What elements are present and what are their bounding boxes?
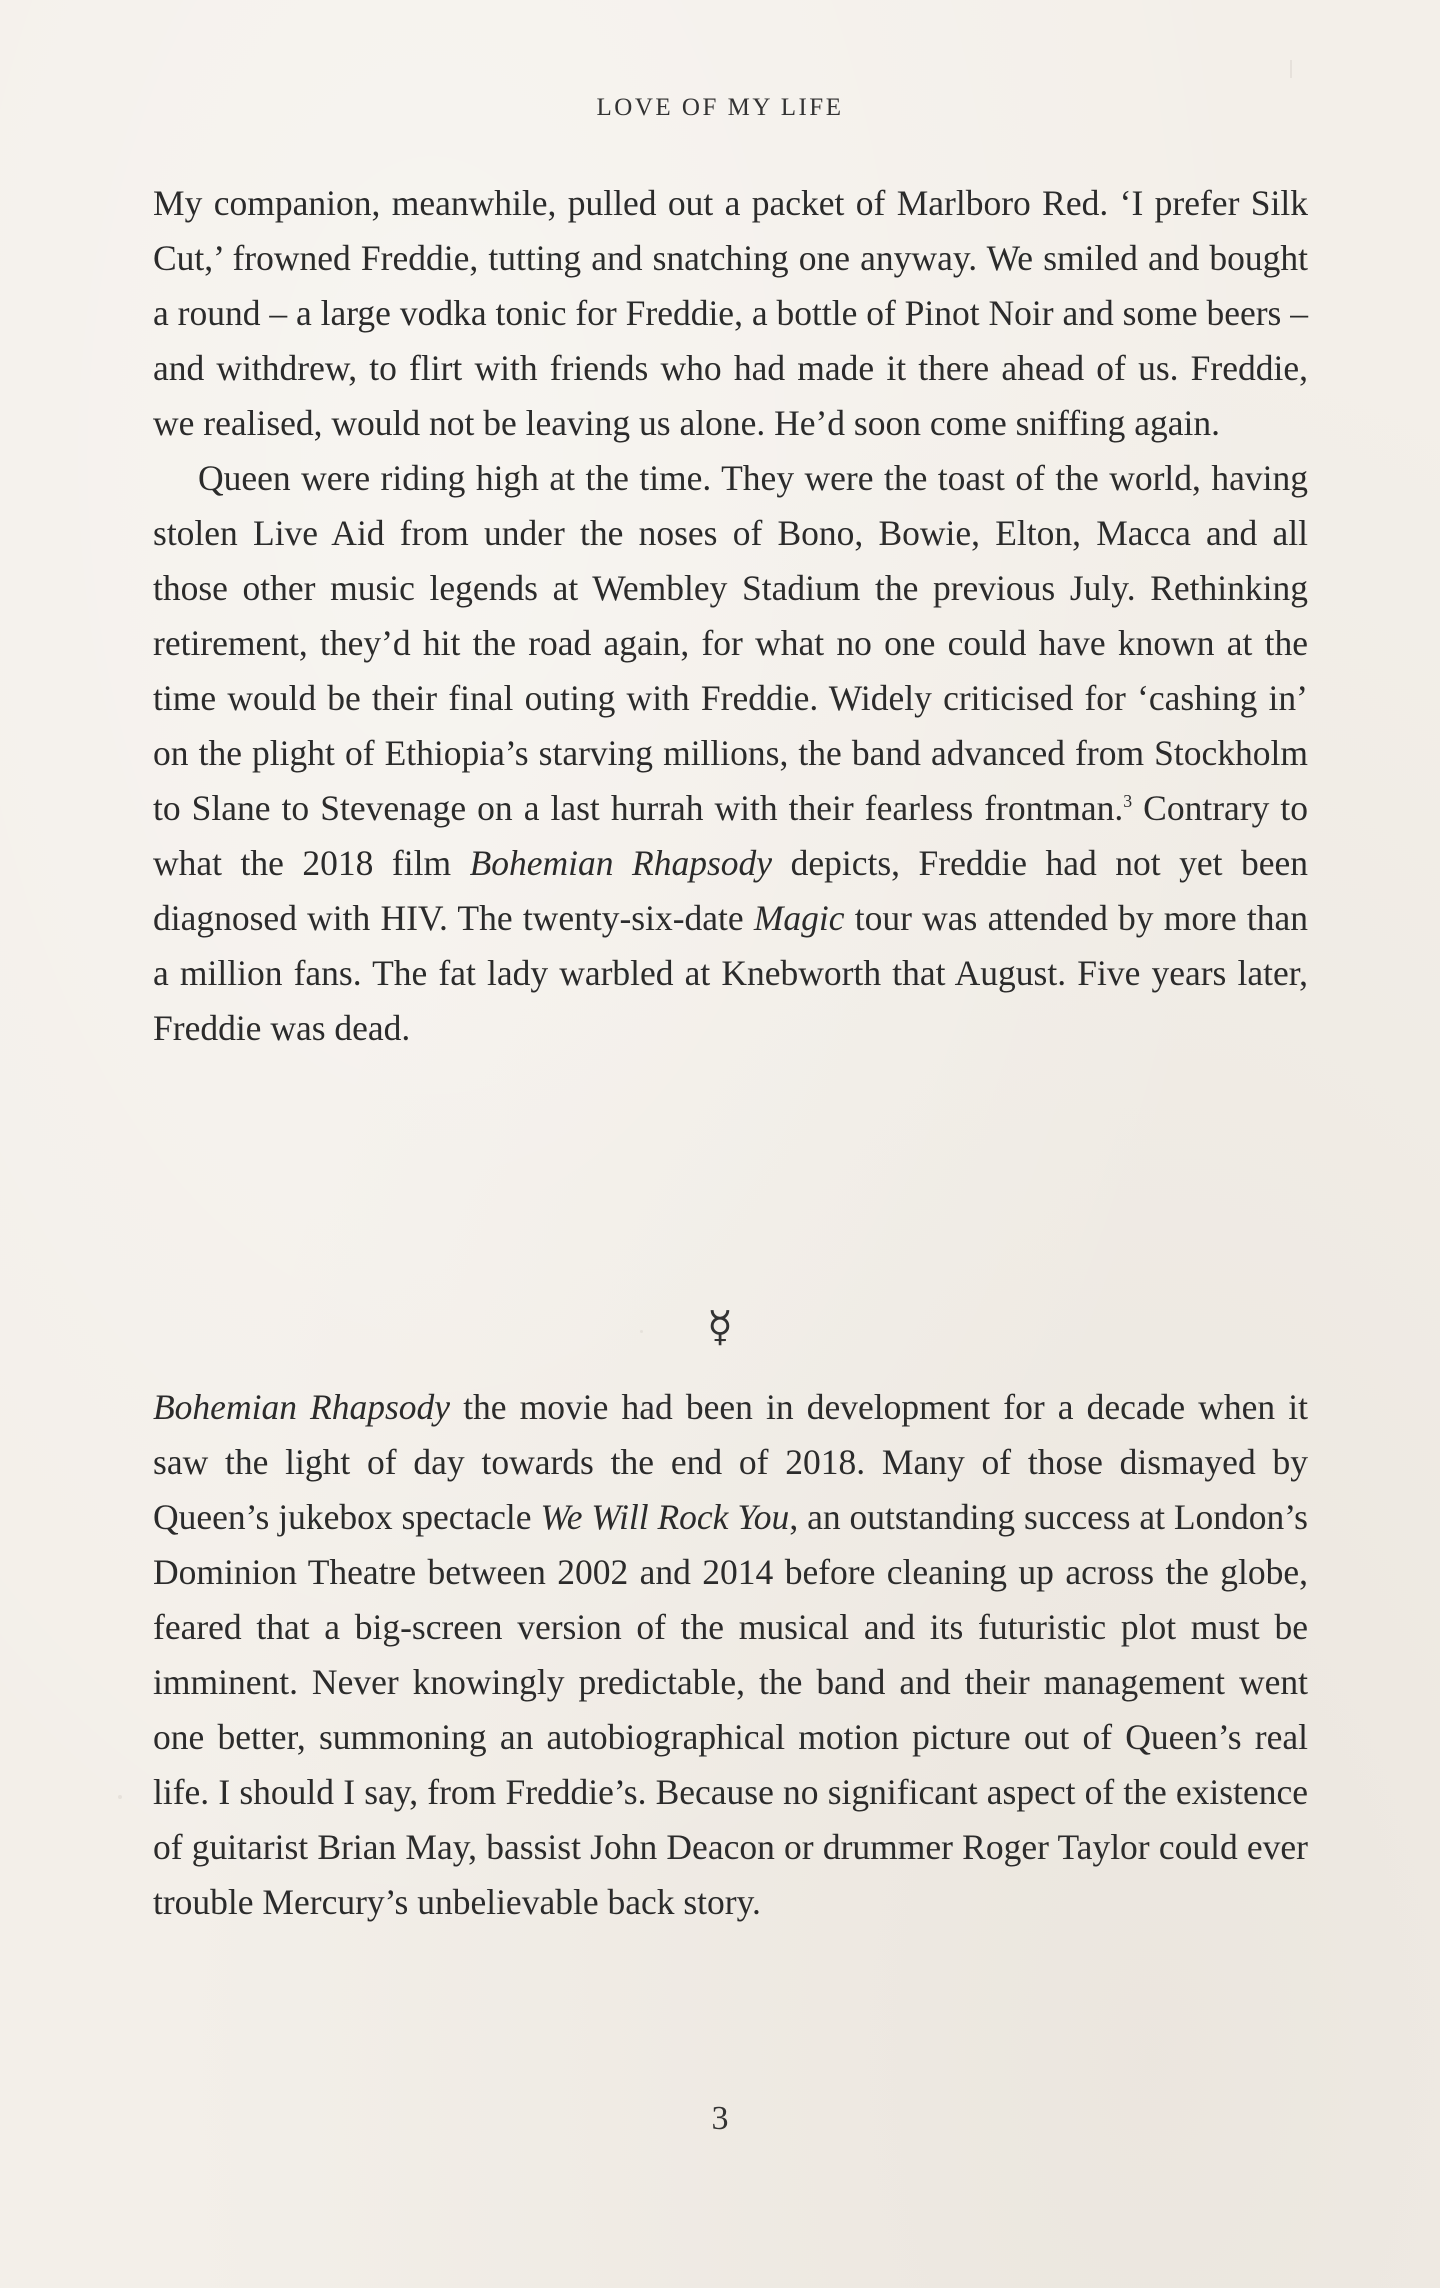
body-text-upper xyxy=(153,176,1308,1056)
paragraph-text: Queen were riding high at the time. They were the toast of the world, having stolen Live Aid from under the noses of Bono, Bowie, Elton, Macca and all those other music legends at Wembley Stadium the previous July. Rethinking retirement, they’d hit the road again, for what no one could have known at the time would be their final outing with Freddie. Widely criticised for ‘cashing in’ on the plight of Ethiopia’s starving millions, the band advanced from Stockholm to Slane to Stevenage on a last hurrah with their fearless frontman. xyxy=(153,458,1308,828)
paragraph-text: My companion, meanwhile, pulled out a packet of Marlboro Red. ‘I prefer Silk Cut,’ frowned Freddie, tutting and snatching one anyway. We smiled and bought a round – a large vodka tonic for Freddie, a bottle of Pinot Noir and some beers – and withdrew, to flirt with friends who had made it there ahead of us. Freddie, we realised, would not be leaving us alone. He’d soon come sniffing again. xyxy=(153,183,1308,443)
page-speck xyxy=(1290,60,1292,78)
paragraph-text: , an outstanding success at London’s Dominion Theatre between 2002 and 2014 before cleaning up across the globe, feared that a big-screen version of the musical and its futuristic plot must be imminent. Never knowingly predictable, the band and their management went one better, summoning an autobiographical motion picture out of Queen’s real life. I should I say, from Freddie’s. Because no significant aspect of the existence of guitarist Brian May, bassist John Deacon or drummer Roger Taylor could ever trouble Mercury’s unbelievable back story. xyxy=(153,1497,1308,1922)
paragraph-queen-tour xyxy=(153,451,1308,1056)
footnote-marker: 3 xyxy=(1123,791,1133,812)
body-text-lower xyxy=(153,1380,1308,1930)
paragraph-text: the movie had been in development for a decade when it saw the light of day towards the end of 2018. Many of those dismayed by Queen’s jukebox spectacle xyxy=(153,1387,1309,1537)
tour-title: Magic xyxy=(753,898,845,938)
page-number: 3 xyxy=(711,2100,729,2137)
film-title: Bohemian Rhapsody xyxy=(469,843,773,883)
section-break-mercury-icon: ☿ xyxy=(707,1305,733,1351)
running-head: LOVE OF MY LIFE xyxy=(596,94,844,121)
paragraph-movie xyxy=(153,1380,1308,1930)
paragraph-text: Contrary to what the 2018 film xyxy=(153,788,1308,883)
paragraph-companion xyxy=(153,176,1308,451)
page-speck xyxy=(118,1795,122,1799)
paragraph-text: depicts, Freddie had not yet been diagnosed with HIV. The twenty-six-date xyxy=(153,843,1309,938)
paragraph-text: tour was attended by more than a million fans. The fat lady warbled at Knebworth that August. Five years later, Freddie was dead. xyxy=(153,898,1308,1048)
musical-title: We Will Rock You xyxy=(540,1497,790,1537)
film-title: Bohemian Rhapsody xyxy=(153,1387,451,1427)
